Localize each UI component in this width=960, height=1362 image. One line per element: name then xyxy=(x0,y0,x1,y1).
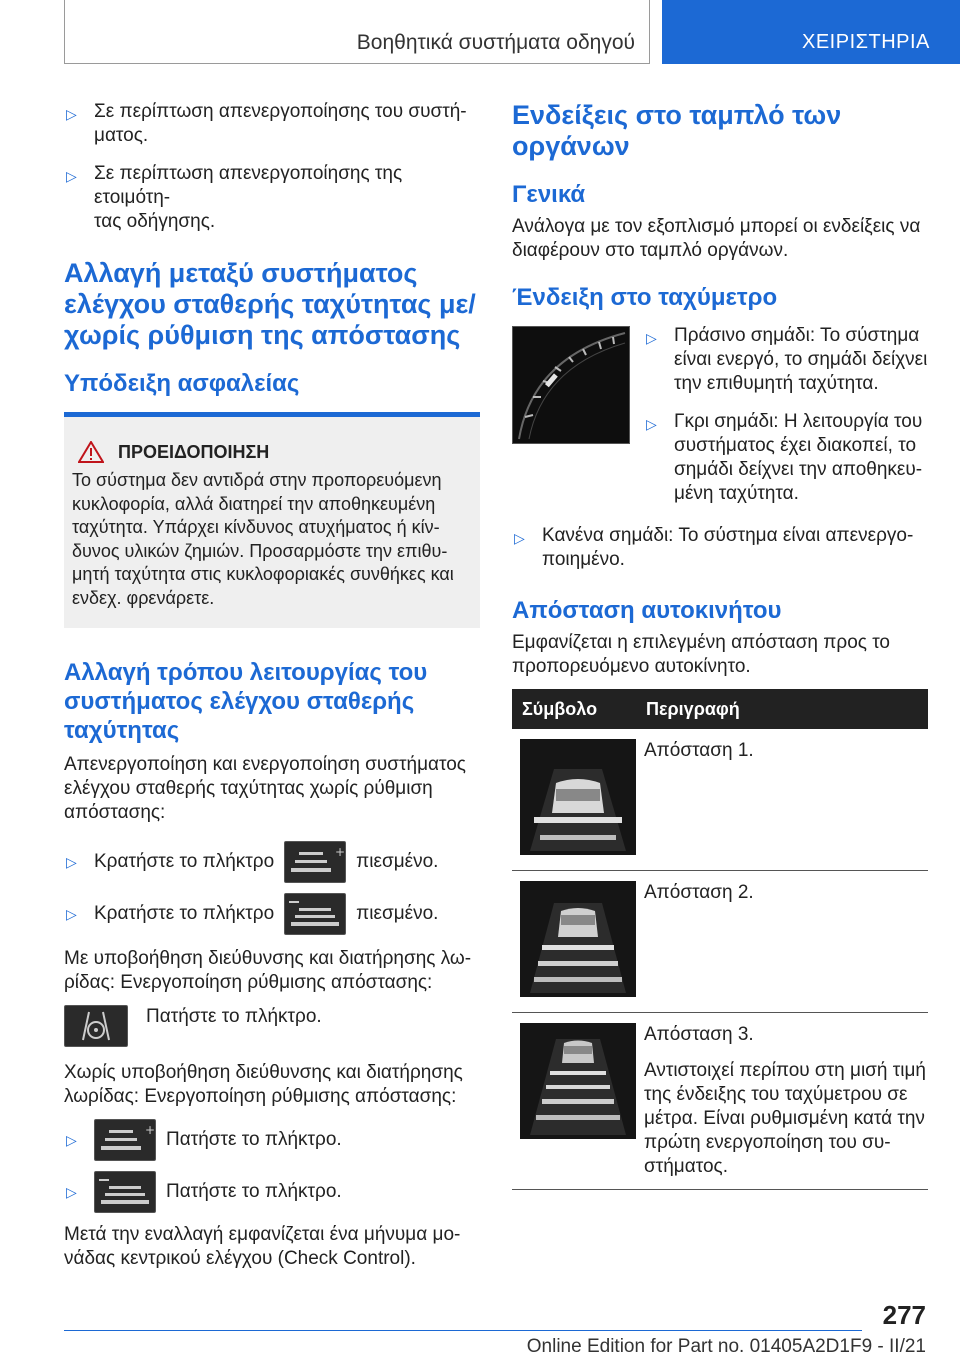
list-item xyxy=(644,324,928,396)
bullet-text: Σε περίπτωση απενεργοποίησης του συστή- ματος. xyxy=(94,101,467,146)
heading-general: Γενικά xyxy=(512,181,586,208)
bullet-text: Κανένα σημάδι: Το σύστημα είναι απενεργο-ποιημένο. xyxy=(542,525,914,570)
row-desc: Απόσταση 3. xyxy=(644,1024,754,1045)
svg-text:+: + xyxy=(145,1123,155,1137)
left-column xyxy=(64,100,480,1271)
distance-1-car-icon xyxy=(520,739,636,855)
hold-text-pre: Κρατήστε το πλήκτρο xyxy=(94,903,275,924)
distance-2-car-icon xyxy=(520,881,636,997)
distance-symbol-table xyxy=(512,689,928,1190)
table-header-description: Περιγραφή xyxy=(636,689,928,729)
speedometer-image xyxy=(512,326,630,444)
footer-divider xyxy=(64,1330,862,1331)
bullet-text: Γκρι σημάδι: Η λειτουργία του συστήματος έχει διακοπεί, το σημάδι δείχνει την αποθηκευ-μένη ταχύτητα. xyxy=(674,411,923,504)
bullet-triangle-icon: ▷ xyxy=(66,106,77,122)
speedometer-section xyxy=(512,324,928,520)
list-item xyxy=(512,524,928,572)
heading-change-mode: Αλλαγή τρόπου λειτουργίας του συστήματος ελέγχου σταθερής ταχύτητας xyxy=(64,659,428,744)
bullet-triangle-icon: ▷ xyxy=(66,1132,77,1148)
table-cell-description xyxy=(636,729,928,871)
bullet-triangle-icon: ▷ xyxy=(66,1184,77,1200)
mode-intro-text: Απενεργοποίηση και ενεργοποίηση συστήματος ελέγχου σταθερής ταχύτητας χωρίς ρύθμιση απόστασης: xyxy=(64,754,466,823)
distance-text: Εμφανίζεται η επιλεγμένη απόσταση προς το προπορευόμενο αυτοκίνητο. xyxy=(512,632,890,677)
cruise-distance-minus-button-icon xyxy=(284,893,346,935)
without-assist-text: Χωρίς υποβοήθηση διεύθυνσης και διατήρησης λωρίδας: Ενεργοποίηση ρύθμισης απόστασης: xyxy=(64,1062,463,1107)
warning-triangle-icon xyxy=(78,441,104,463)
list-item xyxy=(644,410,928,506)
page-number: 277 xyxy=(882,1300,926,1330)
after-switch-text: Μετά την εναλλαγή εμφανίζεται ένα μήνυμα μο-νάδας κεντρικού ελέγχου (Check Control). xyxy=(64,1224,461,1269)
heading-vehicle-distance: Απόσταση αυτοκινήτου xyxy=(512,597,782,624)
list-item xyxy=(64,162,480,234)
heading-safety-note: Υπόδειξη ασφαλείας xyxy=(64,370,300,397)
warning-text: Το σύστημα δεν αντιδρά στην προπορευόμενη κυκλοφορία, αλλά διατηρεί την αποθηκευμένη ταχύτητα. Υπάρχει κίνδυνος ατυχήματος ή κίν-δυνος υλικών ζημιών. Προσαρμόστε την επιθυ-μητή ταχύτητα στις κυκλοφοριακές συνθήκες και ενδεχ. φρενάρετε. xyxy=(72,470,454,608)
list-item xyxy=(64,1119,480,1161)
table-cell-symbol xyxy=(512,871,636,1013)
press-button-text: Πατήστε το πλήκτρο. xyxy=(146,1006,322,1027)
list-item xyxy=(64,100,480,148)
distance-3-car-icon xyxy=(520,1023,636,1139)
with-assist-text: Με υποβοήθηση διεύθυνσης και διατήρησης λω-ρίδας: Ενεργοποίηση ρύθμισης απόστασης: xyxy=(64,948,472,993)
speedometer-bullets xyxy=(644,324,928,520)
cruise-distance-minus-button-icon xyxy=(94,1171,156,1213)
hold-text-post: πιεσμένο. xyxy=(356,851,439,872)
cruise-distance-plus-button-icon xyxy=(284,841,346,883)
heading-switch-system: Αλλαγή μεταξύ συστήματος ελέγχου σταθερής ταχύτητας με/χωρίς ρύθμιση της απόστασης xyxy=(64,258,476,350)
hold-text-pre: Κρατήστε το πλήκτρο xyxy=(94,851,275,872)
footer-edition: Online Edition for Part no. 01405A2D1F9 - II/21 xyxy=(526,1336,926,1357)
table-row xyxy=(512,871,928,1013)
header-section-title: ΧΕΙΡΙΣΤΗΡΙΑ xyxy=(802,31,930,53)
warning-box xyxy=(64,412,480,628)
general-text: Ανάλογα με τον εξοπλισμό μπορεί οι ενδείξεις να διαφέρουν στο ταμπλό οργάνων. xyxy=(512,216,921,261)
steering-lane-assist-button-icon xyxy=(64,1005,128,1047)
heading-instrument-displays: Ενδείξεις στο ταμπλό των οργάνων xyxy=(512,100,842,161)
table-header-symbol: Σύμβολο xyxy=(512,689,636,729)
heading-speedometer: Ένδειξη στο ταχύμετρο xyxy=(512,284,778,311)
hold-text-post: πιεσμένο. xyxy=(356,903,439,924)
table-cell-symbol xyxy=(512,729,636,871)
table-cell-description xyxy=(636,1013,928,1190)
bullet-triangle-icon: ▷ xyxy=(646,330,657,346)
table-row xyxy=(512,1013,928,1190)
press-text: Πατήστε το πλήκτρο. xyxy=(166,1129,342,1150)
list-item xyxy=(64,1171,480,1213)
right-column xyxy=(512,100,928,1190)
svg-text:+: + xyxy=(335,845,346,859)
bullet-text: Σε περίπτωση απενεργοποίησης της ετοιμότη- τας οδήγησης. xyxy=(94,163,403,232)
bullet-text: Πράσινο σημάδι: Το σύστημα είναι ενεργό, το σημάδι δείχνει την επιθυμητή ταχύτητα. xyxy=(674,325,928,394)
bullet-triangle-icon: ▷ xyxy=(66,854,77,870)
bullet-triangle-icon: ▷ xyxy=(514,530,525,546)
row-extra: Αντιστοιχεί περίπου στη μισή τιμή της ένδειξης του ταχύμετρου σε μέτρα. Είναι ρυθμισμένη κατά την πρώτη ενεργοποίηση του συ-στήματος. xyxy=(644,1060,926,1177)
press-text: Πατήστε το πλήκτρο. xyxy=(166,1181,342,1202)
list-item xyxy=(64,841,480,883)
table-cell-description xyxy=(636,871,928,1013)
row-desc: Απόσταση 1. xyxy=(644,740,754,761)
warning-title-row xyxy=(72,441,472,463)
bullet-triangle-icon: ▷ xyxy=(646,416,657,432)
header-section-tab xyxy=(662,0,960,64)
steering-assist-row xyxy=(64,1005,480,1047)
bullet-triangle-icon: ▷ xyxy=(66,168,77,184)
table-header-row xyxy=(512,689,928,729)
warning-title: ΠΡΟΕΙΔΟΠΟΙΗΣΗ xyxy=(118,441,270,462)
list-item xyxy=(64,893,480,935)
cruise-distance-plus-button-icon xyxy=(94,1119,156,1161)
bullet-triangle-icon: ▷ xyxy=(66,906,77,922)
table-row xyxy=(512,729,928,871)
row-desc: Απόσταση 2. xyxy=(644,882,754,903)
table-cell-symbol xyxy=(512,1013,636,1190)
header-chapter-title: Βοηθητικά συστήματα οδηγού xyxy=(356,31,635,54)
header-chapter-box xyxy=(64,0,650,64)
